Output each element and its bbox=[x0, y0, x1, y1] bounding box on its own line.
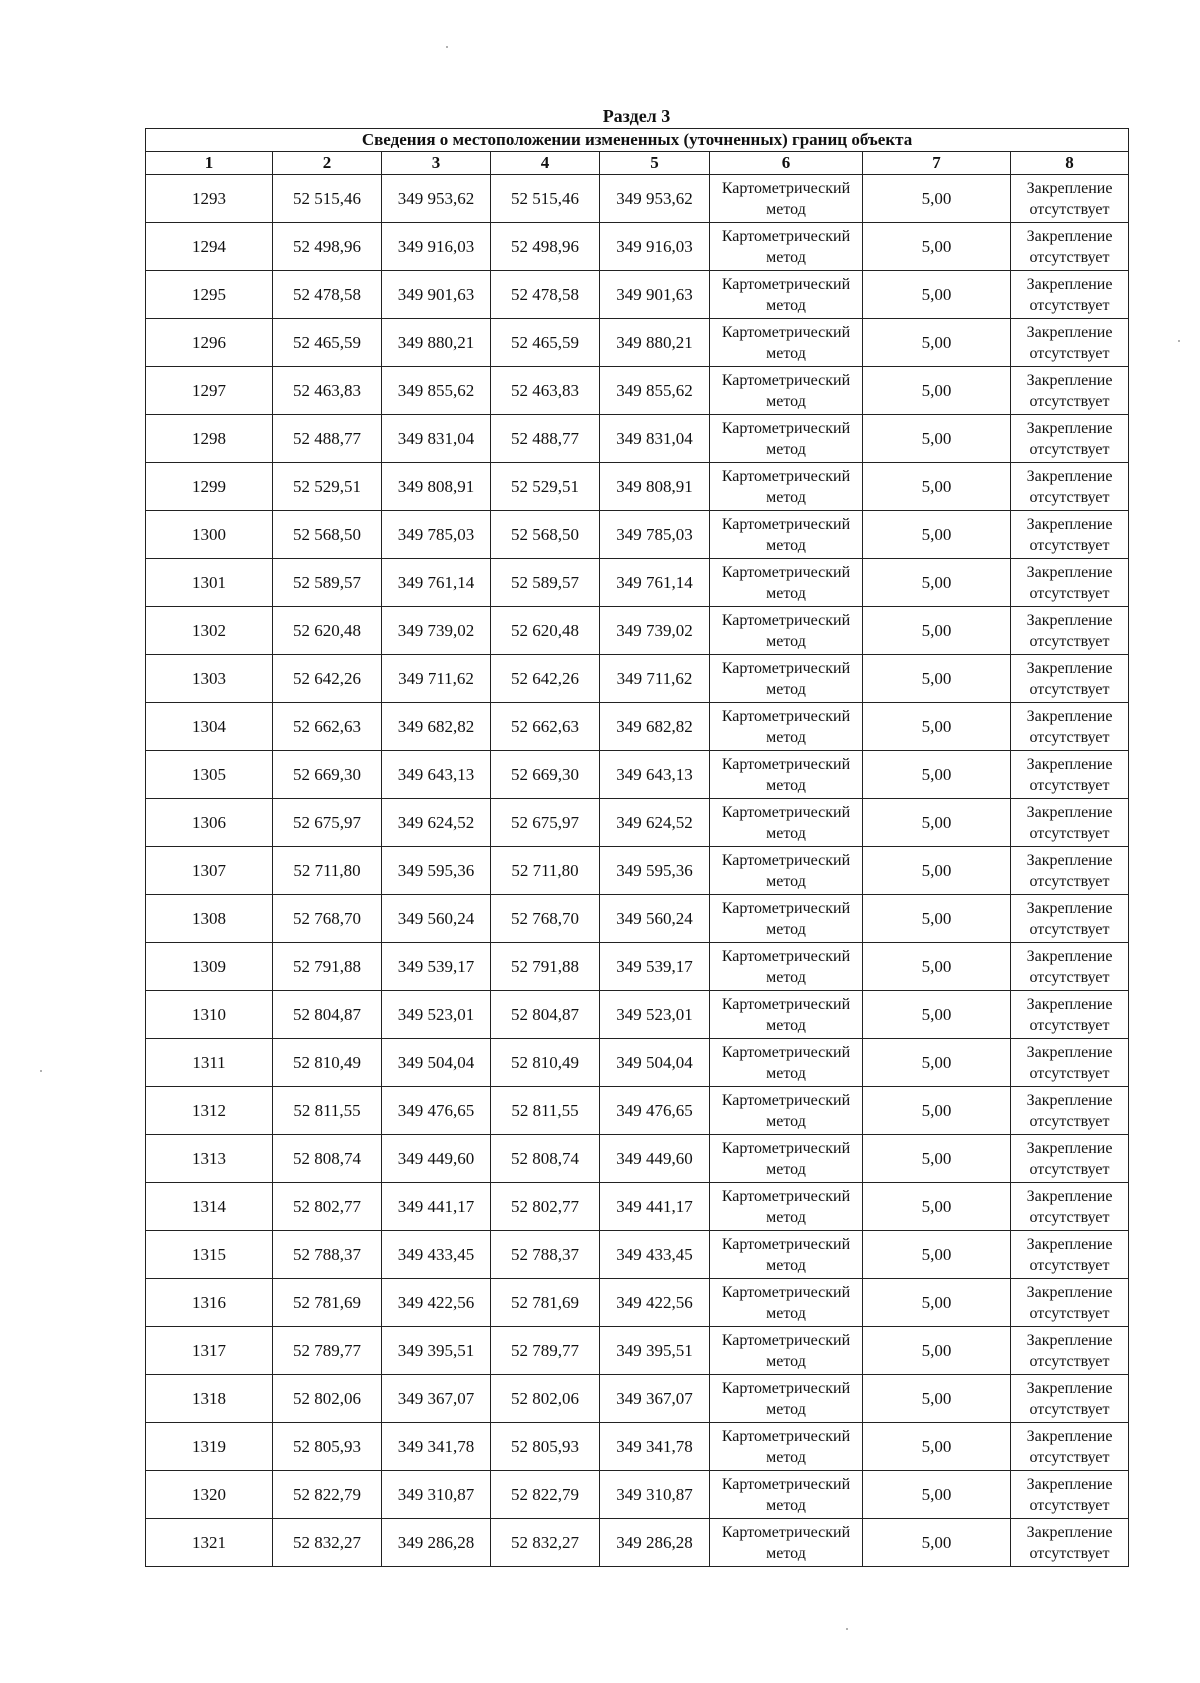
accuracy-cell: 5,00 bbox=[863, 463, 1011, 511]
existing-y-cell: 349 441,17 bbox=[382, 1183, 491, 1231]
method-cell: Картометрический метод bbox=[710, 991, 863, 1039]
table-body bbox=[146, 129, 1129, 1567]
column-number: 8 bbox=[1011, 152, 1129, 175]
scan-speck bbox=[1178, 340, 1180, 342]
table-row bbox=[146, 943, 1129, 991]
fixing-cell: Закрепление отсутствует bbox=[1011, 991, 1129, 1039]
method-cell: Картометрический метод bbox=[710, 223, 863, 271]
existing-x-cell: 52 589,57 bbox=[273, 559, 382, 607]
scan-speck bbox=[446, 46, 448, 48]
existing-x-cell: 52 791,88 bbox=[273, 943, 382, 991]
method-cell: Картометрический метод bbox=[710, 175, 863, 223]
table-row bbox=[146, 1327, 1129, 1375]
table-row bbox=[146, 799, 1129, 847]
method-cell: Картометрический метод bbox=[710, 463, 863, 511]
point-number-cell: 1303 bbox=[146, 655, 273, 703]
table-row bbox=[146, 1375, 1129, 1423]
accuracy-cell: 5,00 bbox=[863, 655, 1011, 703]
updated-x-cell: 52 589,57 bbox=[491, 559, 600, 607]
table-row bbox=[146, 847, 1129, 895]
updated-y-cell: 349 711,62 bbox=[600, 655, 710, 703]
method-cell: Картометрический метод bbox=[710, 559, 863, 607]
table-row bbox=[146, 607, 1129, 655]
method-cell: Картометрический метод bbox=[710, 319, 863, 367]
point-number-cell: 1305 bbox=[146, 751, 273, 799]
accuracy-cell: 5,00 bbox=[863, 271, 1011, 319]
existing-y-cell: 349 476,65 bbox=[382, 1087, 491, 1135]
updated-x-cell: 52 488,77 bbox=[491, 415, 600, 463]
updated-x-cell: 52 768,70 bbox=[491, 895, 600, 943]
accuracy-cell: 5,00 bbox=[863, 1471, 1011, 1519]
point-number-cell: 1321 bbox=[146, 1519, 273, 1567]
updated-y-cell: 349 739,02 bbox=[600, 607, 710, 655]
updated-x-cell: 52 465,59 bbox=[491, 319, 600, 367]
fixing-cell: Закрепление отсутствует bbox=[1011, 1327, 1129, 1375]
table-row bbox=[146, 751, 1129, 799]
table-row bbox=[146, 463, 1129, 511]
point-number-cell: 1319 bbox=[146, 1423, 273, 1471]
existing-y-cell: 349 395,51 bbox=[382, 1327, 491, 1375]
updated-x-cell: 52 802,06 bbox=[491, 1375, 600, 1423]
fixing-cell: Закрепление отсутствует bbox=[1011, 607, 1129, 655]
method-cell: Картометрический метод bbox=[710, 751, 863, 799]
existing-y-cell: 349 449,60 bbox=[382, 1135, 491, 1183]
updated-y-cell: 349 523,01 bbox=[600, 991, 710, 1039]
accuracy-cell: 5,00 bbox=[863, 223, 1011, 271]
section-title: Раздел 3 bbox=[602, 106, 671, 126]
updated-x-cell: 52 810,49 bbox=[491, 1039, 600, 1087]
accuracy-cell: 5,00 bbox=[863, 1231, 1011, 1279]
point-number-cell: 1308 bbox=[146, 895, 273, 943]
point-number-cell: 1302 bbox=[146, 607, 273, 655]
existing-y-cell: 349 953,62 bbox=[382, 175, 491, 223]
existing-y-cell: 349 901,63 bbox=[382, 271, 491, 319]
point-number-cell: 1313 bbox=[146, 1135, 273, 1183]
existing-y-cell: 349 433,45 bbox=[382, 1231, 491, 1279]
updated-y-cell: 349 624,52 bbox=[600, 799, 710, 847]
method-cell: Картометрический метод bbox=[710, 1519, 863, 1567]
point-number-cell: 1310 bbox=[146, 991, 273, 1039]
fixing-cell: Закрепление отсутствует bbox=[1011, 1183, 1129, 1231]
table-row bbox=[146, 367, 1129, 415]
method-cell: Картометрический метод bbox=[710, 367, 863, 415]
table-row bbox=[146, 175, 1129, 223]
point-number-cell: 1294 bbox=[146, 223, 273, 271]
existing-y-cell: 349 286,28 bbox=[382, 1519, 491, 1567]
updated-y-cell: 349 761,14 bbox=[600, 559, 710, 607]
updated-x-cell: 52 791,88 bbox=[491, 943, 600, 991]
point-number-cell: 1293 bbox=[146, 175, 273, 223]
updated-y-cell: 349 560,24 bbox=[600, 895, 710, 943]
updated-x-cell: 52 781,69 bbox=[491, 1279, 600, 1327]
point-number-cell: 1304 bbox=[146, 703, 273, 751]
existing-x-cell: 52 781,69 bbox=[273, 1279, 382, 1327]
accuracy-cell: 5,00 bbox=[863, 799, 1011, 847]
existing-y-cell: 349 711,62 bbox=[382, 655, 491, 703]
table-row bbox=[146, 415, 1129, 463]
existing-y-cell: 349 855,62 bbox=[382, 367, 491, 415]
updated-y-cell: 349 831,04 bbox=[600, 415, 710, 463]
updated-y-cell: 349 476,65 bbox=[600, 1087, 710, 1135]
updated-y-cell: 349 785,03 bbox=[600, 511, 710, 559]
accuracy-cell: 5,00 bbox=[863, 367, 1011, 415]
existing-y-cell: 349 341,78 bbox=[382, 1423, 491, 1471]
point-number-cell: 1307 bbox=[146, 847, 273, 895]
updated-y-cell: 349 901,63 bbox=[600, 271, 710, 319]
table-row bbox=[146, 1279, 1129, 1327]
column-number: 6 bbox=[710, 152, 863, 175]
method-cell: Картометрический метод bbox=[710, 943, 863, 991]
updated-x-cell: 52 515,46 bbox=[491, 175, 600, 223]
existing-x-cell: 52 529,51 bbox=[273, 463, 382, 511]
column-numbers-row bbox=[146, 152, 1129, 175]
scan-speck bbox=[40, 1070, 42, 1072]
method-cell: Картометрический метод bbox=[710, 271, 863, 319]
updated-x-cell: 52 788,37 bbox=[491, 1231, 600, 1279]
point-number-cell: 1299 bbox=[146, 463, 273, 511]
updated-x-cell: 52 675,97 bbox=[491, 799, 600, 847]
updated-x-cell: 52 802,77 bbox=[491, 1183, 600, 1231]
existing-y-cell: 349 761,14 bbox=[382, 559, 491, 607]
scan-speck bbox=[846, 1628, 848, 1630]
method-cell: Картометрический метод bbox=[710, 703, 863, 751]
accuracy-cell: 5,00 bbox=[863, 415, 1011, 463]
table-row bbox=[146, 1471, 1129, 1519]
updated-x-cell: 52 805,93 bbox=[491, 1423, 600, 1471]
updated-x-cell: 52 642,26 bbox=[491, 655, 600, 703]
accuracy-cell: 5,00 bbox=[863, 319, 1011, 367]
fixing-cell: Закрепление отсутствует bbox=[1011, 751, 1129, 799]
existing-y-cell: 349 367,07 bbox=[382, 1375, 491, 1423]
updated-y-cell: 349 643,13 bbox=[600, 751, 710, 799]
accuracy-cell: 5,00 bbox=[863, 1375, 1011, 1423]
table-row bbox=[146, 991, 1129, 1039]
existing-x-cell: 52 465,59 bbox=[273, 319, 382, 367]
column-number: 7 bbox=[863, 152, 1011, 175]
method-cell: Картометрический метод bbox=[710, 1279, 863, 1327]
method-cell: Картометрический метод bbox=[710, 1471, 863, 1519]
table-row bbox=[146, 1135, 1129, 1183]
point-number-cell: 1297 bbox=[146, 367, 273, 415]
point-number-cell: 1296 bbox=[146, 319, 273, 367]
table-row bbox=[146, 895, 1129, 943]
fixing-cell: Закрепление отсутствует bbox=[1011, 559, 1129, 607]
updated-y-cell: 349 395,51 bbox=[600, 1327, 710, 1375]
existing-y-cell: 349 682,82 bbox=[382, 703, 491, 751]
existing-y-cell: 349 310,87 bbox=[382, 1471, 491, 1519]
existing-y-cell: 349 504,04 bbox=[382, 1039, 491, 1087]
method-cell: Картометрический метод bbox=[710, 511, 863, 559]
method-cell: Картометрический метод bbox=[710, 1375, 863, 1423]
updated-x-cell: 52 478,58 bbox=[491, 271, 600, 319]
method-cell: Картометрический метод bbox=[710, 1039, 863, 1087]
existing-x-cell: 52 802,06 bbox=[273, 1375, 382, 1423]
fixing-cell: Закрепление отсутствует bbox=[1011, 943, 1129, 991]
accuracy-cell: 5,00 bbox=[863, 1183, 1011, 1231]
existing-y-cell: 349 523,01 bbox=[382, 991, 491, 1039]
accuracy-cell: 5,00 bbox=[863, 1423, 1011, 1471]
existing-x-cell: 52 822,79 bbox=[273, 1471, 382, 1519]
point-number-cell: 1316 bbox=[146, 1279, 273, 1327]
existing-x-cell: 52 620,48 bbox=[273, 607, 382, 655]
point-number-cell: 1301 bbox=[146, 559, 273, 607]
existing-y-cell: 349 916,03 bbox=[382, 223, 491, 271]
fixing-cell: Закрепление отсутствует bbox=[1011, 1471, 1129, 1519]
accuracy-cell: 5,00 bbox=[863, 607, 1011, 655]
method-cell: Картометрический метод bbox=[710, 895, 863, 943]
existing-x-cell: 52 675,97 bbox=[273, 799, 382, 847]
fixing-cell: Закрепление отсутствует bbox=[1011, 271, 1129, 319]
existing-x-cell: 52 568,50 bbox=[273, 511, 382, 559]
method-cell: Картометрический метод bbox=[710, 1231, 863, 1279]
updated-x-cell: 52 529,51 bbox=[491, 463, 600, 511]
accuracy-cell: 5,00 bbox=[863, 1519, 1011, 1567]
point-number-cell: 1312 bbox=[146, 1087, 273, 1135]
fixing-cell: Закрепление отсутствует bbox=[1011, 511, 1129, 559]
existing-y-cell: 349 880,21 bbox=[382, 319, 491, 367]
existing-y-cell: 349 643,13 bbox=[382, 751, 491, 799]
point-number-cell: 1300 bbox=[146, 511, 273, 559]
fixing-cell: Закрепление отсутствует bbox=[1011, 799, 1129, 847]
accuracy-cell: 5,00 bbox=[863, 895, 1011, 943]
updated-x-cell: 52 568,50 bbox=[491, 511, 600, 559]
updated-y-cell: 349 916,03 bbox=[600, 223, 710, 271]
updated-x-cell: 52 832,27 bbox=[491, 1519, 600, 1567]
accuracy-cell: 5,00 bbox=[863, 1039, 1011, 1087]
existing-x-cell: 52 788,37 bbox=[273, 1231, 382, 1279]
updated-x-cell: 52 811,55 bbox=[491, 1087, 600, 1135]
existing-y-cell: 349 539,17 bbox=[382, 943, 491, 991]
fixing-cell: Закрепление отсутствует bbox=[1011, 1519, 1129, 1567]
point-number-cell: 1317 bbox=[146, 1327, 273, 1375]
existing-x-cell: 52 515,46 bbox=[273, 175, 382, 223]
accuracy-cell: 5,00 bbox=[863, 559, 1011, 607]
updated-y-cell: 349 449,60 bbox=[600, 1135, 710, 1183]
column-number: 3 bbox=[382, 152, 491, 175]
existing-y-cell: 349 831,04 bbox=[382, 415, 491, 463]
updated-x-cell: 52 822,79 bbox=[491, 1471, 600, 1519]
accuracy-cell: 5,00 bbox=[863, 943, 1011, 991]
accuracy-cell: 5,00 bbox=[863, 1087, 1011, 1135]
table-row bbox=[146, 1519, 1129, 1567]
table-row bbox=[146, 319, 1129, 367]
existing-x-cell: 52 642,26 bbox=[273, 655, 382, 703]
column-number: 2 bbox=[273, 152, 382, 175]
accuracy-cell: 5,00 bbox=[863, 703, 1011, 751]
accuracy-cell: 5,00 bbox=[863, 847, 1011, 895]
updated-x-cell: 52 498,96 bbox=[491, 223, 600, 271]
point-number-cell: 1311 bbox=[146, 1039, 273, 1087]
method-cell: Картометрический метод bbox=[710, 607, 863, 655]
table-row bbox=[146, 655, 1129, 703]
existing-x-cell: 52 498,96 bbox=[273, 223, 382, 271]
accuracy-cell: 5,00 bbox=[863, 991, 1011, 1039]
accuracy-cell: 5,00 bbox=[863, 511, 1011, 559]
updated-y-cell: 349 341,78 bbox=[600, 1423, 710, 1471]
updated-y-cell: 349 441,17 bbox=[600, 1183, 710, 1231]
fixing-cell: Закрепление отсутствует bbox=[1011, 415, 1129, 463]
point-number-cell: 1318 bbox=[146, 1375, 273, 1423]
table-row bbox=[146, 1183, 1129, 1231]
updated-x-cell: 52 669,30 bbox=[491, 751, 600, 799]
updated-x-cell: 52 804,87 bbox=[491, 991, 600, 1039]
existing-x-cell: 52 802,77 bbox=[273, 1183, 382, 1231]
fixing-cell: Закрепление отсутствует bbox=[1011, 655, 1129, 703]
method-cell: Картометрический метод bbox=[710, 1327, 863, 1375]
method-cell: Картометрический метод bbox=[710, 847, 863, 895]
fixing-cell: Закрепление отсутствует bbox=[1011, 1279, 1129, 1327]
method-cell: Картометрический метод bbox=[710, 1135, 863, 1183]
accuracy-cell: 5,00 bbox=[863, 1135, 1011, 1183]
fixing-cell: Закрепление отсутствует bbox=[1011, 703, 1129, 751]
updated-y-cell: 349 808,91 bbox=[600, 463, 710, 511]
table-row bbox=[146, 1231, 1129, 1279]
existing-y-cell: 349 808,91 bbox=[382, 463, 491, 511]
fixing-cell: Закрепление отсутствует bbox=[1011, 1423, 1129, 1471]
accuracy-cell: 5,00 bbox=[863, 1279, 1011, 1327]
updated-x-cell: 52 808,74 bbox=[491, 1135, 600, 1183]
updated-y-cell: 349 367,07 bbox=[600, 1375, 710, 1423]
point-number-cell: 1295 bbox=[146, 271, 273, 319]
method-cell: Картометрический метод bbox=[710, 1183, 863, 1231]
updated-y-cell: 349 682,82 bbox=[600, 703, 710, 751]
point-number-cell: 1320 bbox=[146, 1471, 273, 1519]
accuracy-cell: 5,00 bbox=[863, 1327, 1011, 1375]
updated-x-cell: 52 789,77 bbox=[491, 1327, 600, 1375]
table-row bbox=[146, 1039, 1129, 1087]
updated-x-cell: 52 463,83 bbox=[491, 367, 600, 415]
table-row bbox=[146, 223, 1129, 271]
updated-x-cell: 52 662,63 bbox=[491, 703, 600, 751]
existing-x-cell: 52 810,49 bbox=[273, 1039, 382, 1087]
point-number-cell: 1314 bbox=[146, 1183, 273, 1231]
existing-y-cell: 349 422,56 bbox=[382, 1279, 491, 1327]
accuracy-cell: 5,00 bbox=[863, 751, 1011, 799]
column-number: 5 bbox=[600, 152, 710, 175]
method-cell: Картометрический метод bbox=[710, 1423, 863, 1471]
fixing-cell: Закрепление отсутствует bbox=[1011, 1231, 1129, 1279]
updated-y-cell: 349 539,17 bbox=[600, 943, 710, 991]
table-row bbox=[146, 1423, 1129, 1471]
fixing-cell: Закрепление отсутствует bbox=[1011, 463, 1129, 511]
updated-x-cell: 52 620,48 bbox=[491, 607, 600, 655]
existing-x-cell: 52 832,27 bbox=[273, 1519, 382, 1567]
updated-y-cell: 349 310,87 bbox=[600, 1471, 710, 1519]
column-number: 1 bbox=[146, 152, 273, 175]
fixing-cell: Закрепление отсутствует bbox=[1011, 847, 1129, 895]
updated-y-cell: 349 855,62 bbox=[600, 367, 710, 415]
table-caption-row bbox=[146, 129, 1129, 152]
updated-y-cell: 349 880,21 bbox=[600, 319, 710, 367]
method-cell: Картометрический метод bbox=[710, 655, 863, 703]
existing-x-cell: 52 488,77 bbox=[273, 415, 382, 463]
existing-x-cell: 52 811,55 bbox=[273, 1087, 382, 1135]
table-row bbox=[146, 511, 1129, 559]
existing-x-cell: 52 711,80 bbox=[273, 847, 382, 895]
existing-x-cell: 52 808,74 bbox=[273, 1135, 382, 1183]
fixing-cell: Закрепление отсутствует bbox=[1011, 895, 1129, 943]
method-cell: Картометрический метод bbox=[710, 799, 863, 847]
fixing-cell: Закрепление отсутствует bbox=[1011, 175, 1129, 223]
fixing-cell: Закрепление отсутствует bbox=[1011, 223, 1129, 271]
updated-y-cell: 349 433,45 bbox=[600, 1231, 710, 1279]
fixing-cell: Закрепление отсутствует bbox=[1011, 1135, 1129, 1183]
existing-x-cell: 52 804,87 bbox=[273, 991, 382, 1039]
existing-x-cell: 52 463,83 bbox=[273, 367, 382, 415]
existing-x-cell: 52 805,93 bbox=[273, 1423, 382, 1471]
existing-x-cell: 52 789,77 bbox=[273, 1327, 382, 1375]
existing-y-cell: 349 624,52 bbox=[382, 799, 491, 847]
table-row bbox=[146, 1087, 1129, 1135]
point-number-cell: 1315 bbox=[146, 1231, 273, 1279]
point-number-cell: 1298 bbox=[146, 415, 273, 463]
table-row bbox=[146, 271, 1129, 319]
existing-y-cell: 349 785,03 bbox=[382, 511, 491, 559]
updated-y-cell: 349 504,04 bbox=[600, 1039, 710, 1087]
fixing-cell: Закрепление отсутствует bbox=[1011, 367, 1129, 415]
existing-y-cell: 349 595,36 bbox=[382, 847, 491, 895]
fixing-cell: Закрепление отсутствует bbox=[1011, 1039, 1129, 1087]
updated-y-cell: 349 286,28 bbox=[600, 1519, 710, 1567]
updated-y-cell: 349 595,36 bbox=[600, 847, 710, 895]
boundary-coordinates-table bbox=[145, 128, 1129, 1567]
existing-x-cell: 52 478,58 bbox=[273, 271, 382, 319]
existing-y-cell: 349 739,02 bbox=[382, 607, 491, 655]
updated-y-cell: 349 422,56 bbox=[600, 1279, 710, 1327]
updated-y-cell: 349 953,62 bbox=[600, 175, 710, 223]
method-cell: Картометрический метод bbox=[710, 1087, 863, 1135]
existing-x-cell: 52 669,30 bbox=[273, 751, 382, 799]
fixing-cell: Закрепление отсутствует bbox=[1011, 1375, 1129, 1423]
table-row bbox=[146, 703, 1129, 751]
method-cell: Картометрический метод bbox=[710, 415, 863, 463]
existing-x-cell: 52 662,63 bbox=[273, 703, 382, 751]
existing-x-cell: 52 768,70 bbox=[273, 895, 382, 943]
point-number-cell: 1306 bbox=[146, 799, 273, 847]
updated-x-cell: 52 711,80 bbox=[491, 847, 600, 895]
fixing-cell: Закрепление отсутствует bbox=[1011, 1087, 1129, 1135]
table-caption: Сведения о местоположении измененных (уточненных) границ объекта bbox=[146, 129, 1129, 152]
column-number: 4 bbox=[491, 152, 600, 175]
existing-y-cell: 349 560,24 bbox=[382, 895, 491, 943]
fixing-cell: Закрепление отсутствует bbox=[1011, 319, 1129, 367]
table-row bbox=[146, 559, 1129, 607]
accuracy-cell: 5,00 bbox=[863, 175, 1011, 223]
point-number-cell: 1309 bbox=[146, 943, 273, 991]
